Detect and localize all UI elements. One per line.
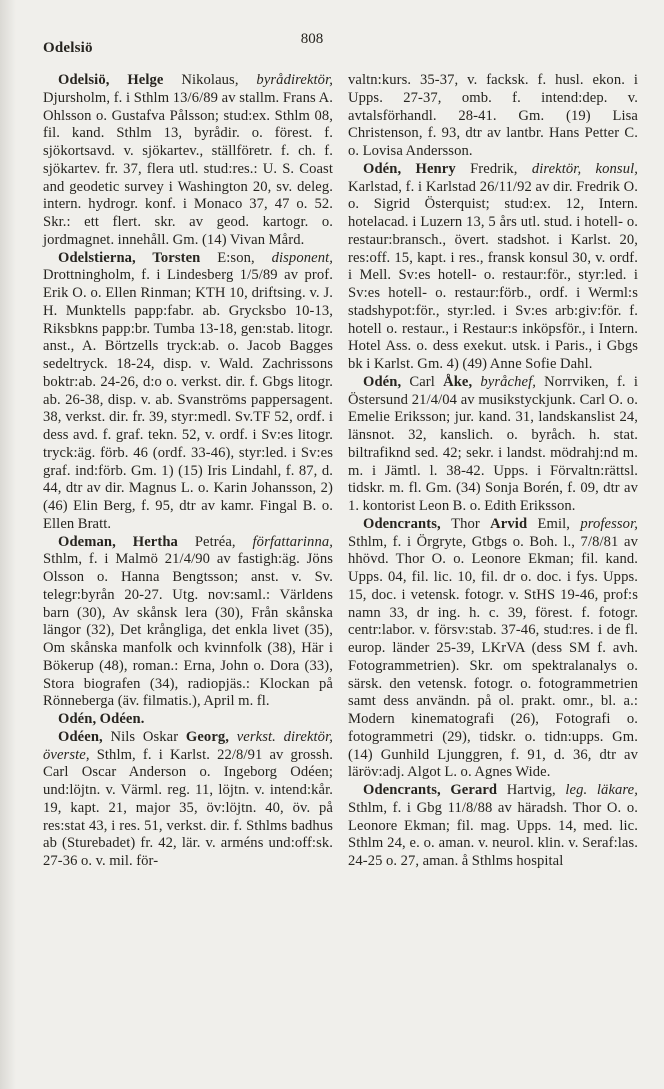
- entry-oden-carl-ake: [348, 374, 638, 516]
- entry-group-heading-oden-odeen: [43, 711, 333, 729]
- text-run: Odén,: [363, 373, 410, 390]
- text-run: Georg,: [185, 728, 237, 745]
- text-run: Emil,: [537, 515, 581, 532]
- text-run: Sthlm, f. i Karlst. 22/8/91 av grossh. Carl Oscar Anderson o. Ingeborg Odéen; und:löjtn. v. Värml. reg. 11, löjtn. v. intend:kår. 19, kapt. 21, major 35, öv:löjtn. 40, öv. på res:stat 43, i res. 51, verkst. dir. f. Sthlms badhus ab (Sturebadet) fr. 42, lär. v. arméns und:off:sk. 27-36 o. v. mil. för-: [43, 746, 333, 869]
- running-head: Odelsiö: [43, 40, 93, 56]
- text-run: Thor: [451, 515, 491, 532]
- text-run: Hartvig,: [506, 782, 566, 798]
- entry-odeen-nils-oskar-georg: [43, 729, 333, 871]
- text-run: E:son,: [217, 249, 272, 266]
- entry-oden-henry: [348, 161, 638, 374]
- text-run: Fredrik,: [470, 160, 532, 177]
- text-run: Karlstad, f. i Karlstad 26/11/92 av dir. Fredrik O. o. Sigrid Österquist; stud:ex. 12, Intern. hotelacad. i Luzern 13, 5 års utl. stud. i hotell- o. restaur:bransch., övert. stadshot. i Karlst. 20, res:off. 15, kapt. i res., fransk konsul 30, v. ordf. i Mell. Sv:es hotell- o. restaur:för., styr:led. i Sv:es hotell- o. restaur:förb., ordf. i Werml:s stadshypot:för., styr:led. i Sv:es arb:giv:för. f. hotell o. restaur., i Restaur:s inköpsför., i Intern. Hotel Ass. o. dess exekut. utsk. i Paris., i Gbgs bk i Karlst. Gm. 4) (49) Anne Sofie Dahl.: [348, 178, 638, 372]
- text-run: byråchef,: [480, 373, 545, 390]
- entry-odencrants-gerard: [348, 782, 638, 871]
- right-column: [348, 72, 638, 871]
- text-run: Odencrants,: [363, 515, 452, 532]
- text-run: Nikolaus,: [181, 72, 257, 88]
- left-column: [43, 72, 333, 871]
- text-run: Nils Oskar: [110, 728, 186, 745]
- entry-odeman-hertha: [43, 534, 333, 712]
- text-run: Arvid: [490, 515, 538, 532]
- text-run: professor,: [580, 515, 638, 532]
- entry-odelstierna-torsten: [43, 250, 333, 534]
- text-run: Odelstierna, Torsten: [58, 249, 218, 266]
- text-run: Carl: [409, 373, 444, 390]
- text-run: Petréa,: [194, 533, 253, 550]
- entry-odencrants-thor: [348, 516, 638, 782]
- text-run: Sthlm, f. i Malmö 21/4/90 av fastigh:äg. Jöns Olsson o. Hanna Bengtsson; anst. v. Sv. telegr:byrån 20-27. Utg. nov:saml.: Världens barn (30), Av skånsk lera (30), Från skånska längor (32), Det krångliga, det enkla livet (35), Om skånska manfolk och kvinnfolk (38), Här i Bökerup (48), roman.: Erna, John o. Dora (33), Stora biografen (34), radiopjäs.: Klockan på Rönneberga (äv. filmatis.), April m. fl.: [43, 551, 333, 710]
- text-run: Norrviken, f. i Östersund 21/4/04 av musikstyckjunk. Carl O. o. Emelie Eriksson; jur. kand. 31, landskanslist 24, länsnot. 32, kanslich. o. byråch. h. stat. biltrafiknd sed. 42; sekr. i landst. mödrahj:nd m. m. i Jämtl. l. 38-42. Upps. i Förvaltn:rättsl. tidskr. m. fl. Gm. (34) Sonja Borén, f. 09, dtr av 1. kontorist Leon B. o. Edith Eriksson.: [348, 373, 638, 514]
- text-run: Djursholm, f. i Sthlm 13/6/89 av stallm. Frans A. Ohlsson o. Gustafva Pålsson; stud:ex. Sthlm 08, fil. kand. Sthlm 13, byrådir. o. förest. f. sjökortsavd. v. sjökartev., ställföretr. f. ch. f. sjökartev. fr. 37, flera utl. stud:res.: U. S. Coast and geodetic survey i Washington 20, sv. deleg. intern. hydrogr. konf. i Monaco 37, 47 o. 52. Skr.: ett flert. skr. av geod. kartogr. o. jordmagnet. innehåll. Gm. (14) Vivan Mård.: [43, 89, 333, 248]
- text-run: Odelsiö, Helge: [58, 72, 182, 88]
- entry-odelsio-helge: [43, 72, 333, 250]
- page-number: 808: [300, 31, 324, 47]
- text-columns: [43, 72, 639, 871]
- text-run: disponent,: [271, 249, 333, 266]
- text-run: författarinna,: [252, 533, 333, 550]
- text-run: Odén, Henry: [363, 160, 471, 177]
- text-run: Sthlm, f. i Gbg 11/8/88 av häradsh. Thor O. o. Leonore Ekman; fil. mag. Upps. 14, med. lic. Sthlm 24, e. o. aman. v. neurol. klin. v. Seraf:las. 24-25 o. 27, aman. å Sthlms hospital: [348, 799, 638, 869]
- text-run: Odeman, Hertha: [58, 533, 195, 550]
- text-run: Drottningholm, f. i Lindesberg 1/5/89 av prof. Erik O. o. Ellen Rinman; KTH 10, driftsing. v. J. H. Munktells papp:fabr. ab. Grycksbo 10-13, Riksbkns papp:br. Tumba 13-18, gen:stab. litogr. anst., A. Börtzells tryck:ab. o. Jacob Bagges sedeltryck. 18-24, disp. v. Wald. Zachrissons boktr:ab. 24-26, d:o o. verkst. dir. f. Gbgs litogr. ab. 26-38, disp. v. ab. Svanströms pappersagent. 38, verkst. dir. fr. 39, styr:medl. Sv.TF 52, ordf. i dess avd. f. graf. tekn. 52, v. ordf. i Sv:es litogr. tryck:äg. förb. 46 (ordf. 33-46), styr:led. i Sv:es graf. ind:förb. Gm. 1) (15) Iris Lindahl, f. 87, d. 44, dtr av dir. Magnus L. o. Karin Johansson, 2) (46) Elin Berg, f. 95, dtr av kamr. Fingal B. o. Ellen Bratt.: [43, 267, 333, 532]
- text-run: byrådirektör,: [256, 72, 333, 88]
- text-run: leg. läkare,: [565, 782, 638, 798]
- text-run: Odéen,: [58, 728, 111, 745]
- text-run: Sthlm, f. i Örgryte, Gtbgs o. Boh. l., 7/8/81 av hhövd. Thor O. o. Leonore Ekman; fil. kand. Upps. 04, fil. lic. 10, fil. dr o. doc. i fys. Upps. 15, doc. i vetensk. fotogr. v. StHS 19-46, prof:s namn 33, dr ing. h. c. 39, förest. f. fotogr. centr:labor. v. försv:stab. 37-46, stud:res. i de fl. europ. länder 25-39, LKrVA (dess SM f. avh. Fotogrammetrien). Skr. om spektralanalys o. särsk. den vetensk. fotogr. o. fotogrammetrien samt dess användn. på ol. prakt. omr., bl. a.: Modern kinematografi (26), Fotografi o. fotogrammetri (29), tidskr. o. tidn:upps. Gm. (14) Gunhild Ljunggren, f. 91, d. 36, dtr av läröv:adj. Algot L. o. Agnes Wide.: [348, 533, 638, 781]
- text-run: valtn:kurs. 35-37, v. facksk. f. husl. ekon. i Upps. 27-37, omb. f. intend:dep. v. avtalsförhandl. 28-41. Gm. (19) Lisa Christenson, f. 93, dtr av lantbr. Hans Petter C. o. Lovisa Andersson.: [348, 72, 638, 159]
- text-run: verkst. direktör, överste,: [43, 728, 333, 763]
- text-run: Odencrants, Gerard: [363, 782, 507, 798]
- entry-odeen-nils-continuation: [348, 72, 638, 161]
- text-run: Åke,: [443, 373, 481, 390]
- text-run: direktör, konsul,: [531, 160, 638, 177]
- text-run: Odén, Odéen.: [58, 711, 145, 727]
